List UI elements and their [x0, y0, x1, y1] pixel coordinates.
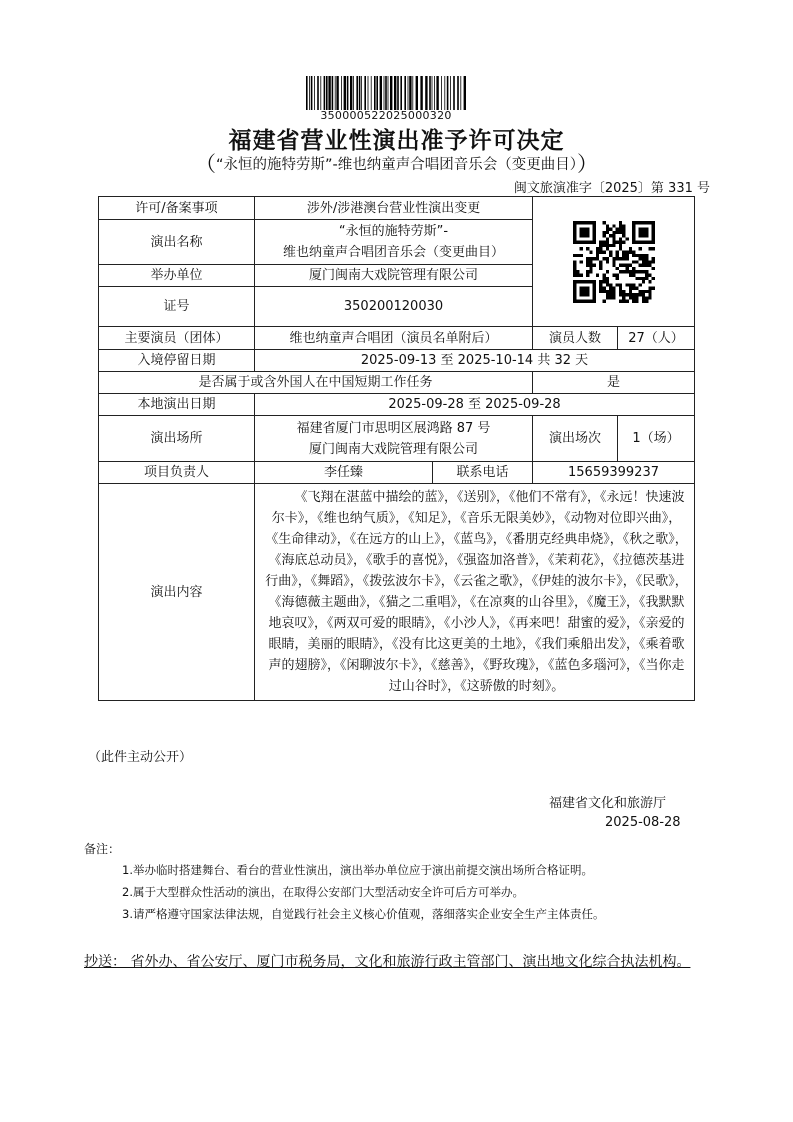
barcode-number: 350000522025000320	[320, 109, 452, 122]
content-label: 演出内容	[99, 484, 255, 701]
venue-value	[255, 416, 533, 462]
permit-table	[98, 196, 695, 701]
public-disclosure-note: （此件主动公开）	[88, 750, 193, 765]
subtitle-close-paren: ）	[577, 152, 598, 176]
permit-type-label: 许可/备案事项	[99, 197, 255, 220]
performer-value: 维也纳童声合唱团（演员名单附后）	[255, 327, 533, 350]
cert-value: 350200120030	[255, 287, 533, 327]
show-name-label: 演出名称	[99, 220, 255, 265]
content-value: 《飞翔在湛蓝中描绘的蓝》，《送别》，《他们不常有》，《永远！快速波尔卡》，《维也纳气质》，《知足》，《音乐无限美妙》，《动物对位即兴曲》，《生命律动》，《在远方的山上》，《蓝鸟》，《番朋克经典串烧》，《秋之歌》，《海底总动员》，《歌手的喜悦》，《强盗加洛普》，《茉莉花》，《拉德茨基进行曲》，《舞蹈》，《拨弦波尔卡》，《云雀之歌》，《伊娃的波尔卡》，《民歌》，《海德薇主题曲》，《猫之二重唱》，《在凉爽的山谷里》，《魔王》，《我默默地哀叹》，《两双可爱的眼睛》，《小沙人》，《再来吧！甜蜜的爱》，《亲爱的眼睛，美丽的眼睛》，《没有比这更美的土地》，《我们乘船出发》，《乘着歌声的翅膀》，《闲聊波尔卡》，《慈善》，《野玫瑰》，《蓝色多瑙河》，《当你走过山谷时》，《这骄傲的时刻》。	[255, 484, 695, 701]
organizer-label: 举办单位	[99, 265, 255, 287]
subtitle-open-paren: （	[194, 152, 216, 176]
stay-dates-label: 入境停留日期	[99, 350, 255, 372]
local-dates-value: 2025-09-28 至 2025-09-28	[255, 394, 695, 416]
barcode	[305, 76, 466, 110]
qr-code-cell	[533, 197, 695, 327]
document-number: 闽文旅演准字〔2025〕第 331 号	[513, 181, 710, 196]
document-subtitle	[0, 148, 793, 178]
venue-label: 演出场所	[99, 416, 255, 462]
note-item: 1.举办临时搭建舞台、看台的营业性演出，演出举办单位应于演出前提交演出场所合格证明。	[122, 863, 593, 877]
permit-type-value: 涉外/涉港澳台营业性演出变更	[255, 197, 533, 220]
sessions-value: 1（场）	[618, 416, 695, 462]
cc-recipients: 抄送： 省外办、省公安厅、厦门市税务局，文化和旅游行政主管部门、演出地文化综合执法机构。	[84, 954, 691, 970]
local-dates-label: 本地演出日期	[99, 394, 255, 416]
show-name-value	[255, 220, 533, 265]
notes-heading: 备注：	[84, 842, 121, 856]
phone-value: 15659399237	[533, 462, 695, 484]
cert-label: 证号	[99, 287, 255, 327]
short-term-work-value: 是	[533, 372, 695, 394]
manager-value: 李任臻	[255, 462, 433, 484]
manager-label: 项目负责人	[99, 462, 255, 484]
performer-label: 主要演员（团体）	[99, 327, 255, 350]
venue-address: 福建省厦门市思明区展鸿路 87 号	[296, 420, 491, 436]
subtitle-text: “永恒的施特劳斯”-维也纳童声合唱团音乐会（变更曲目）	[215, 157, 577, 173]
short-term-work-label: 是否属于或含外国人在中国短期工作任务	[99, 372, 533, 394]
organizer-value: 厦门闽南大戏院管理有限公司	[255, 265, 533, 287]
note-item: 3.请严格遵守国家法律法规，自觉践行社会主义核心价值观，落细落实企业安全生产主体责任。	[122, 907, 605, 921]
show-name-line1: “永恒的施特劳斯”-	[338, 224, 449, 239]
sessions-label: 演出场次	[533, 416, 618, 462]
venue-name: 厦门闽南大戏院管理有限公司	[309, 441, 479, 457]
phone-label: 联系电话	[433, 462, 533, 484]
stay-dates-value: 2025-09-13 至 2025-10-14 共 32 天	[255, 350, 695, 372]
qr-code	[573, 221, 655, 303]
note-item: 2.属于大型群众性活动的演出，在取得公安部门大型活动安全许可后方可举办。	[122, 885, 524, 899]
performer-count-label: 演员人数	[533, 327, 618, 350]
performer-count-value: 27（人）	[618, 327, 695, 350]
show-name-line2: 维也纳童声合唱团音乐会（变更曲目）	[283, 245, 505, 260]
document-title: 福建省营业性演出准予许可决定	[228, 128, 565, 154]
issue-date: 2025-08-28	[605, 815, 681, 830]
issuing-authority: 福建省文化和旅游厅	[549, 796, 667, 811]
